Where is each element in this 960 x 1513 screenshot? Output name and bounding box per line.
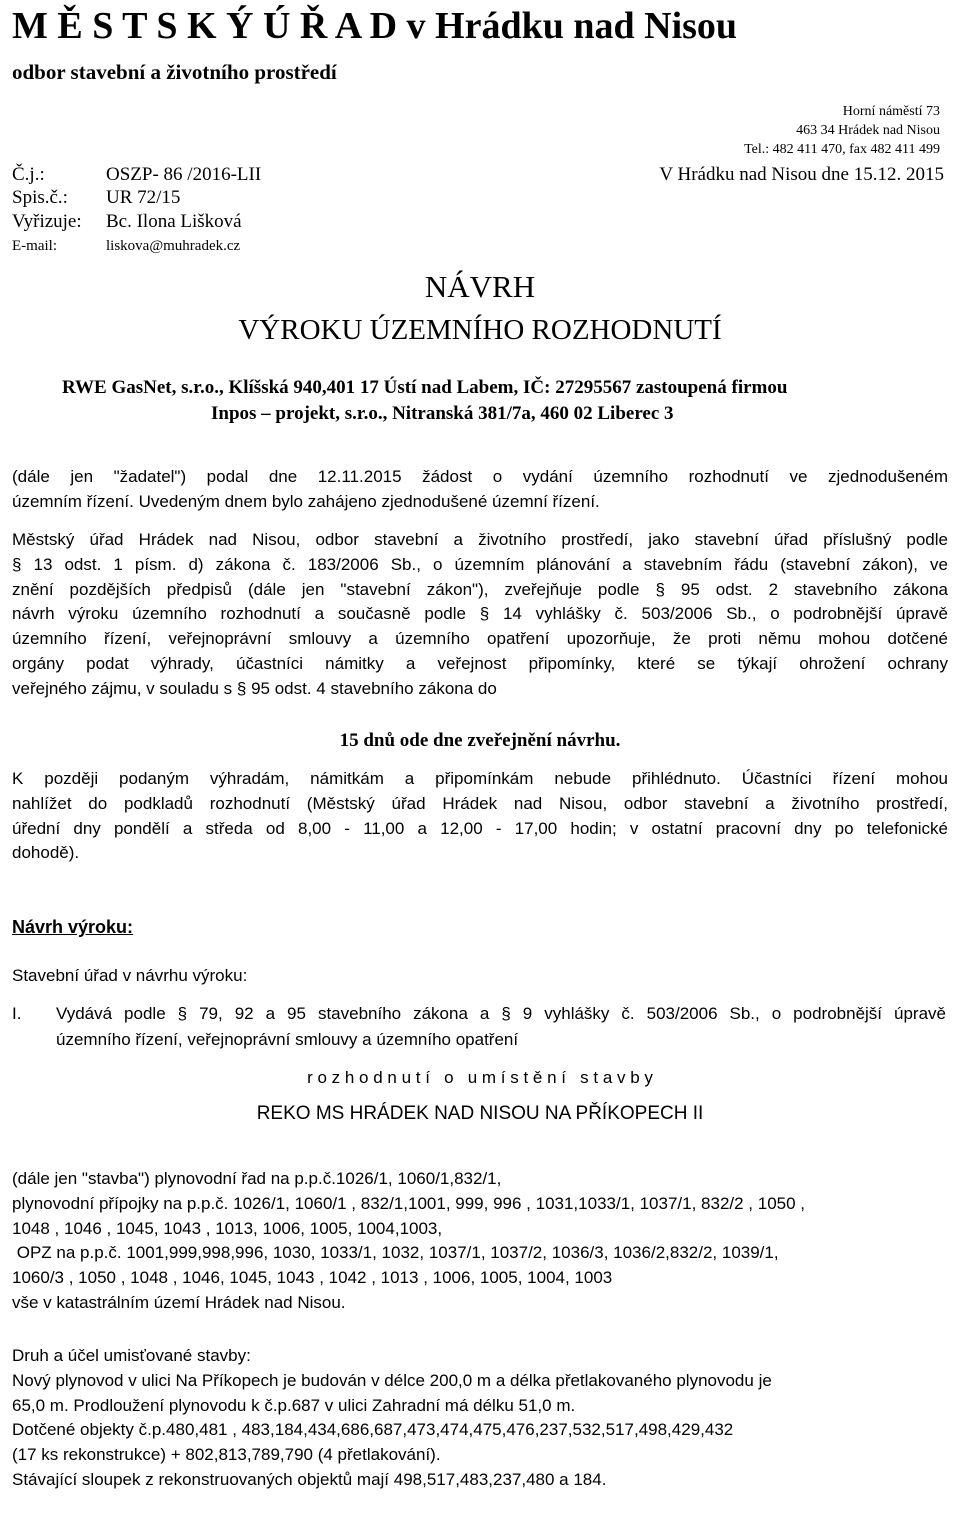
purpose-line-2: Nový plynovod v ulici Na Příkopech je budován v délce 200,0 m a délka přetlakovaného plynovodu je (12, 1370, 772, 1390)
late-line-3: úřední dny pondělí a středa od 8,00 - 11,00 a 12,00 - 17,00 hodin; v ostatní pracovní dny po telefonické (12, 818, 948, 838)
address-line-3: Tel.: 482 411 470, fax 482 411 499 (744, 142, 940, 157)
parcels-line-3: 1048 , 1046 , 1045, 1043 , 1013, 1006, 1005, 1004,1003, (12, 1218, 443, 1238)
notice-line-2: § 13 odst. 1 písm. d) zákona č. 183/2006 Sb., o územním plánování a stavebním řádu (stavební zákon), ve (12, 554, 948, 574)
late-line-1: K později podaným výhradám, námitkám a připomínkám nebude přihlédnuto. Účastníci řízení mohou (12, 769, 948, 788)
purpose-block (12, 1344, 948, 1493)
purpose-line-3: 65,0 m. Prodloužení plynovodu k č.p.687 v ulici Zahradní má délku 51,0 m. (12, 1395, 576, 1415)
notice-line-5: územního řízení, veřejnoprávní smlouvy a územního opatření upozorňuje, že proti němu mohou dotčené (12, 629, 948, 649)
late-line-2: nahlížet do podkladů rozhodnutí (Městský úřad Hrádek nad Nisou, odbor stavební a životního prostředí, (12, 793, 948, 813)
department-name: odbor stavební a životního prostředí (12, 60, 337, 84)
purpose-line-1: Druh a účel umisťované stavby: (12, 1346, 251, 1365)
email-label: E-mail: (12, 238, 57, 254)
parcels-line-2: plynovodní přípojky na p.p.č. 1026/1, 1060/1 , 832/1,1001, 999, 996 , 1031,1033/1, 1037/1, 832/2 , 1050 , (12, 1193, 806, 1213)
document-subtitle: VÝROKU ÚZEMNÍHO ROZHODNUTÍ (238, 314, 722, 346)
office-title: M Ě S T S K Ý Ú Ř A D v Hrádku nad Nisou (12, 5, 738, 47)
notice-line-3: znění pozdějších předpisů (dále jen "stavební zákon"), zveřejňuje podle § 95 odst. 2 stavebního zákona (12, 579, 948, 599)
parcels-line-6: vše v katastrálním území Hrádek nad Nisou. (12, 1292, 346, 1312)
notice-line-4: návrh výroku územního rozhodnutí a současně podle § 14 vyhlášky č. 503/2006 Sb., o podrobnější úpravě (12, 604, 948, 624)
spis-label: Spis.č.: (12, 187, 68, 208)
document-title: NÁVRH (424, 269, 536, 304)
proposal-item-number: I. (12, 1004, 22, 1023)
purpose-line-5: (17 ks rekonstrukce) + 802,813,789,790 (4 přetlakování). (12, 1445, 441, 1465)
proposal-heading: Návrh výroku: (12, 917, 134, 937)
parcels-line-4: OPZ na p.p.č. 1001,999,998,996, 1030, 1033/1, 1032, 1037/1, 1037/2, 1036/3, 1036/2,832/2, 1039/1, (12, 1243, 779, 1263)
proposal-subheading: Stavební úřad v návrhu výroku: (12, 966, 248, 985)
applicant-line-2: Inpos – projekt, s.r.o., Nitranská 381/7a, 460 02 Liberec 3 (211, 403, 674, 424)
vyrizuje-value: Bc. Ilona Lišková (106, 211, 242, 232)
decision-title: r o z h o d n u t í o u m í s t ě n í s t a v b y (307, 1068, 653, 1087)
proposal-item-line-1: Vydává podle § 79, 92 a 95 stavebního zákona a § 9 vyhlášky č. 503/2006 Sb., o podrobnější úpravě (56, 1004, 946, 1023)
vyrizuje-label: Vyřizuje: (12, 211, 82, 232)
cj-label: Č.j.: (12, 164, 45, 185)
notice-line-6: orgány podat výhrady, účastníci námitky a veřejnost připomínky, které se týkají ohrožení ochrany (12, 653, 948, 673)
spis-value: UR 72/15 (106, 187, 181, 208)
parcels-line-5: 1060/3 , 1050 , 1048 , 1046, 1045, 1043 , 1042 , 1013 , 1006, 1005, 1004, 1003 (12, 1268, 613, 1288)
late-paragraph (12, 767, 948, 866)
purpose-line-4: Dotčené objekty č.p.480,481 , 483,184,434,686,687,473,474,475,476,237,532,517,498,429,432 (12, 1420, 734, 1440)
address-line-2: 463 34 Hrádek nad Nisou (796, 123, 940, 138)
applicant-line-1: RWE GasNet, s.r.o., Klíšská 940,401 17 Ústí nad Labem, IČ: 27295567 zastoupená firmou (62, 377, 788, 398)
purpose-line-6: Stávající sloupek z rekonstruovaných objektů mají 498,517,483,237,480 a 184. (12, 1469, 607, 1489)
intro-line-1: (dále jen "žadatel") podal dne 12.11.2015 žádost o vydání územního rozhodnutí ve zjednodušeném (12, 467, 948, 486)
intro-paragraph (12, 465, 948, 515)
intro-line-2: územním řízení. Uvedeným dnem bylo zahájeno zjednodušené územní řízení. (12, 491, 600, 511)
late-line-4: dohodě). (12, 843, 80, 863)
proposal-item-line-2: územního řízení, veřejnoprávní smlouvy a územního opatření (56, 1030, 519, 1049)
parcels-block (12, 1167, 948, 1316)
address-line-1: Horní náměstí 73 (842, 104, 940, 119)
notice-line-7: veřejného zájmu, v souladu s § 95 odst. 4 stavebního zákona do (12, 678, 497, 698)
notice-paragraph (12, 528, 948, 702)
deadline-text: 15 dnů ode dne zveřejnění návrhu. (339, 730, 621, 751)
email-value: liskova@muhradek.cz (106, 238, 241, 254)
parcels-line-1: (dále jen "stavba") plynovodní řad na p.p.č.1026/1, 1060/1,832/1, (12, 1169, 502, 1188)
document-date: V Hrádku nad Nisou dne 15.12. 2015 (659, 164, 944, 185)
cj-value: OSZP- 86 /2016-LII (106, 164, 262, 185)
notice-line-1: Městský úřad Hrádek nad Nisou, odbor stavební a životního prostředí, jako stavební úřad příslušný podle (12, 530, 948, 549)
project-name: REKO MS HRÁDEK NAD NISOU NA PŘÍKOPECH II (256, 1103, 704, 1124)
